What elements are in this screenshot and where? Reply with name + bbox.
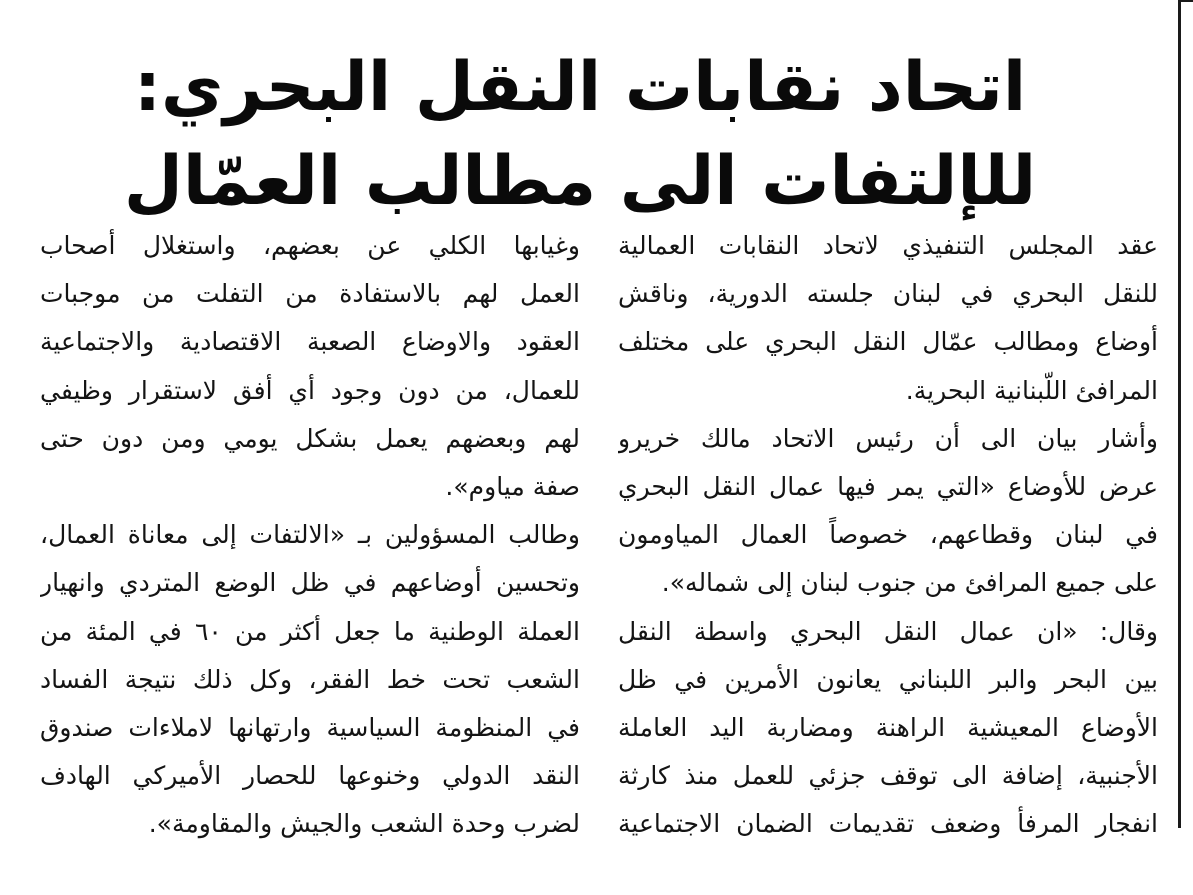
body-line: عرض للأوضاع «التي يمر فيها عمال النقل البحري [618,471,1158,501]
body-line: عقد المجلس التنفيذي لاتحاد النقابات العمالية [618,231,1158,260]
body-line: أوضاع ومطالب عمّال النقل البحري على مختلف [618,327,1158,357]
body-line: للعمال، من دون وجود أي أفق لاستقرار وظيفي [40,375,580,405]
body-line: الأجنبية، إضافة الى توقف جزئي للعمل منذ كارثة [618,761,1158,791]
article-column-left [40,222,580,848]
headline-line-2: للإلتفات الى مطالب العمّال [123,142,1037,221]
article-column-right [618,222,1158,848]
body-line: النقد الدولي وخنوعها للحصار الأميركي الهادف [40,761,580,791]
body-line: على جميع المرافئ من جنوب لبنان إلى شماله». [661,568,1158,598]
body-line: وقال: «ان عمال النقل البحري واسطة النقل [618,616,1158,646]
body-line: العملة الوطنية ما جعل أكثر من ٦٠ في المئة من [40,616,580,646]
body-line: الأوضاع المعيشية الراهنة ومضاربة اليد العاملة [618,712,1158,742]
headline-line-1: اتحاد نقابات النقل البحري: [133,48,1027,127]
body-line: المرافئ اللّبنانية البحرية. [905,375,1158,405]
body-line: العمل لهم بالاستفادة من التفلت من موجبات [40,279,580,309]
body-line: صفة مياوم». [445,471,580,501]
body-line: وغيابها الكلي عن بعضهم، واستغلال أصحاب [40,231,580,260]
column-rule [1178,0,1181,828]
body-line: وطالب المسؤولين بـ «الالتفات إلى معاناة العمال، [40,520,580,550]
body-line: وتحسين أوضاعهم في ظل الوضع المتردي وانهيار [40,568,580,598]
body-line: وأشار بيان الى أن رئيس الاتحاد مالك خريرو [618,423,1158,453]
body-line: العقود والاوضاع الصعبة الاقتصادية والاجتماعية [40,327,580,357]
body-line: في المنظومة السياسية وارتهانها لاملاءات صندوق [40,712,580,742]
body-line: لضرب وحدة الشعب والجيش والمقاومة». [148,809,580,839]
body-line: الشعب تحت خط الفقر، وكل ذلك نتيجة الفساد [40,664,580,694]
body-line: لهم وبعضهم يعمل بشكل يومي ومن دون حتى [40,423,580,453]
body-line: في لبنان وقطاعهم، خصوصاً العمال المياومون [618,520,1158,550]
body-line: للنقل البحري في لبنان جلسته الدورية، وناقش [618,279,1158,309]
body-line: بين البحر والبر اللبناني يعانون الأمرين في ظل [618,664,1158,694]
body-line: انفجار المرفأ وضعف تقديمات الضمان الاجتماعية [618,809,1158,839]
